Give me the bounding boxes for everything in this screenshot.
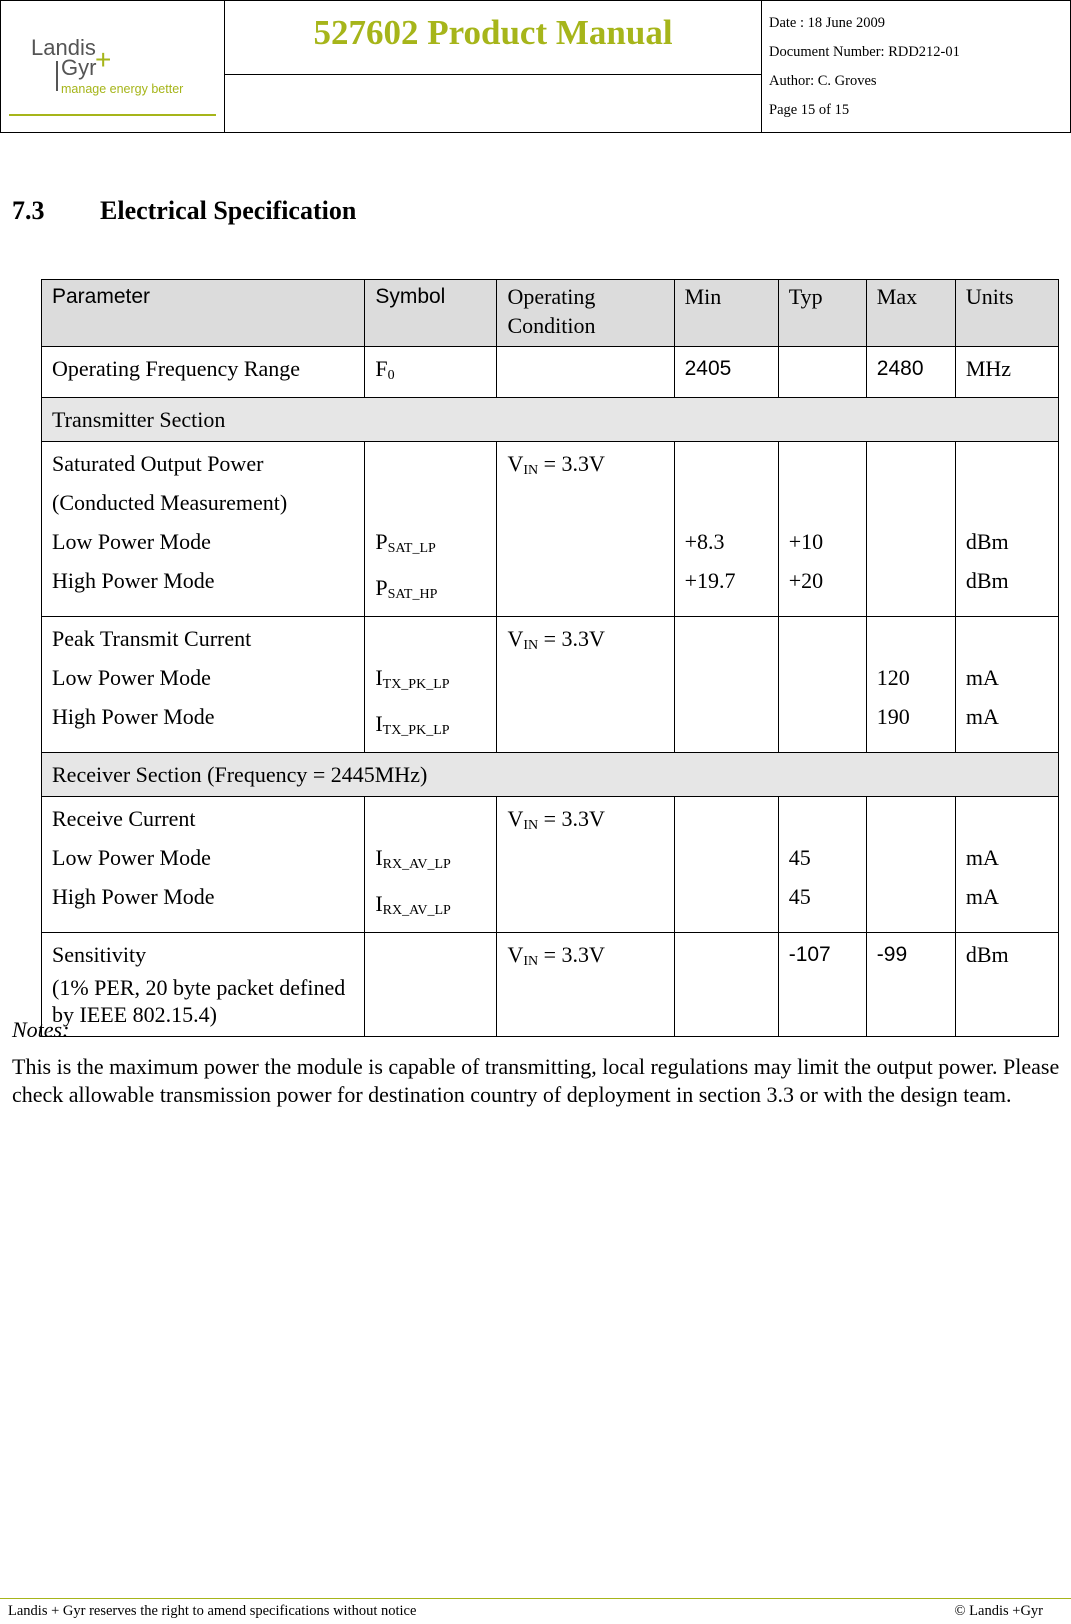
header-min: Min [674, 280, 778, 347]
rx-symbol-hp: $I_{RX\_AV\_LP}$ [375, 891, 451, 918]
electrical-spec-table [41, 279, 1059, 1037]
logo-plus: + [95, 44, 112, 75]
peak-param: Peak Transmit Current Low Power Mode High Power Mode [42, 617, 365, 753]
rx-units [955, 797, 1058, 933]
doc-page: Page 15 of 15 [769, 102, 850, 118]
sens-typ: -107 [778, 933, 866, 1037]
doc-number: Document Number: RDD212-01 [769, 44, 960, 60]
header-condition: Operating Condition [497, 280, 674, 347]
sat-param [42, 442, 365, 617]
sat-units-hp: dBm [965, 568, 1009, 593]
sat-min-lp: +8.3 [684, 529, 725, 554]
peak-units [955, 617, 1058, 753]
section-heading [12, 196, 356, 226]
notes-title: Notes: [12, 1017, 70, 1042]
rx-min [674, 797, 778, 933]
document-title: 527602 Product Manual [225, 1, 761, 75]
peak-max-hp: 190 [876, 704, 910, 729]
table-section-row [42, 398, 1059, 442]
freq-condition [497, 347, 674, 398]
peak-symbol [365, 617, 497, 753]
sat-units-lp: dBm [965, 529, 1009, 554]
freq-min: 2405 [674, 347, 778, 398]
notes-body: This is the maximum power the module is capable of transmitting, local regulations may limit the output power. Please check allowable transmission power for destination country of deployment in section 3.3 or with the design team. [12, 1054, 1060, 1107]
logo-underline [9, 114, 216, 116]
rx-units-lp: mA [965, 845, 999, 870]
freq-param: Operating Frequency Range [42, 347, 365, 398]
footer-copyright: © Landis +Gyr [954, 1603, 1043, 1619]
section-title: Electrical Specification [100, 196, 357, 225]
header-parameter: Parameter [42, 280, 365, 347]
sat-min-hp: +19.7 [684, 568, 736, 593]
sat-max [866, 442, 955, 617]
footer-disclaimer: Landis + Gyr reserves the right to amend specifications without notice [8, 1603, 417, 1619]
peak-units-lp: mA [965, 665, 999, 690]
header-symbol: Symbol [365, 280, 497, 347]
logo-line1: Landis [31, 35, 96, 60]
section-number: 7.3 [12, 196, 45, 225]
sens-symbol [365, 933, 497, 1037]
logo-line2: Gyr [61, 55, 97, 80]
rx-param: Receive Current Low Power Mode High Power Mode [42, 797, 365, 933]
rx-max [866, 797, 955, 933]
sat-typ-lp: +10 [788, 529, 824, 554]
doc-author: Author: C. Groves [769, 73, 877, 89]
footer-divider [0, 1598, 1071, 1599]
sat-param-line: High Power Mode [52, 568, 215, 593]
logo-tagline: manage energy better [61, 82, 184, 96]
freq-symbol [365, 347, 497, 398]
peak-max [866, 617, 955, 753]
peak-units-hp: mA [965, 704, 999, 729]
freq-typ [778, 347, 866, 398]
rx-symbol [365, 797, 497, 933]
peak-condition: $V_{IN} = 3.3V$ [497, 617, 674, 753]
tx-section-label: Transmitter Section [42, 398, 1059, 442]
freq-symbol-base: F [375, 356, 388, 381]
sat-symbol-hp: $P_{SAT\_HP}$ [375, 575, 438, 602]
sat-typ [778, 442, 866, 617]
header-units: Units [955, 280, 1058, 347]
logo-cell [1, 1, 225, 132]
doc-date: Date : 18 June 2009 [769, 15, 885, 31]
sens-units: dBm [955, 933, 1058, 1037]
title-cell [225, 1, 762, 132]
table-section-row [42, 753, 1059, 797]
rx-units-hp: mA [965, 884, 999, 909]
peak-min [674, 617, 778, 753]
rx-section-label: Receiver Section (Frequency = 2445MHz) [42, 753, 1059, 797]
sat-min [674, 442, 778, 617]
landis-gyr-logo [31, 33, 201, 103]
freq-max: 2480 [866, 347, 955, 398]
sat-param-line: Saturated Output Power [52, 451, 264, 476]
peak-symbol-lp: $I_{TX\_PK\_LP}$ [375, 665, 450, 692]
rx-typ [778, 797, 866, 933]
table-row [42, 347, 1059, 398]
table-header-row [42, 280, 1059, 347]
table-row [42, 442, 1059, 617]
sat-typ-hp: +20 [788, 568, 824, 593]
peak-typ [778, 617, 866, 753]
sat-condition: $V_{IN} = 3.3V$ [497, 442, 674, 617]
table-row [42, 797, 1059, 933]
freq-symbol-sub: 0 [387, 368, 395, 383]
header-typ: Typ [778, 280, 866, 347]
rx-symbol-lp: $I_{RX\_AV\_LP}$ [375, 845, 451, 872]
rx-condition: $V_{IN} = 3.3V$ [497, 797, 674, 933]
sat-symbol [365, 442, 497, 617]
sat-symbol-lp: $P_{SAT\_LP}$ [375, 529, 436, 556]
sens-min [674, 933, 778, 1037]
sens-condition: $V_{IN} = 3.3V$ [497, 933, 674, 1037]
table-row [42, 617, 1059, 753]
table-row [42, 933, 1059, 1037]
sat-param-line: Low Power Mode [52, 529, 211, 554]
document-meta [769, 9, 1069, 125]
rx-typ-lp: 45 [788, 845, 811, 870]
sens-max: -99 [866, 933, 955, 1037]
peak-max-lp: 120 [876, 665, 910, 690]
freq-units: MHz [955, 347, 1058, 398]
peak-symbol-hp: $I_{TX\_PK\_LP}$ [375, 711, 450, 738]
sat-units [955, 442, 1058, 617]
sens-param: Sensitivity (1% PER, 20 byte packet defined by IEEE 802.15.4) [42, 933, 365, 1037]
header-max: Max [866, 280, 955, 347]
rx-typ-hp: 45 [788, 884, 811, 909]
sat-param-line: (Conducted Measurement) [52, 490, 288, 515]
page-header [0, 0, 1071, 133]
